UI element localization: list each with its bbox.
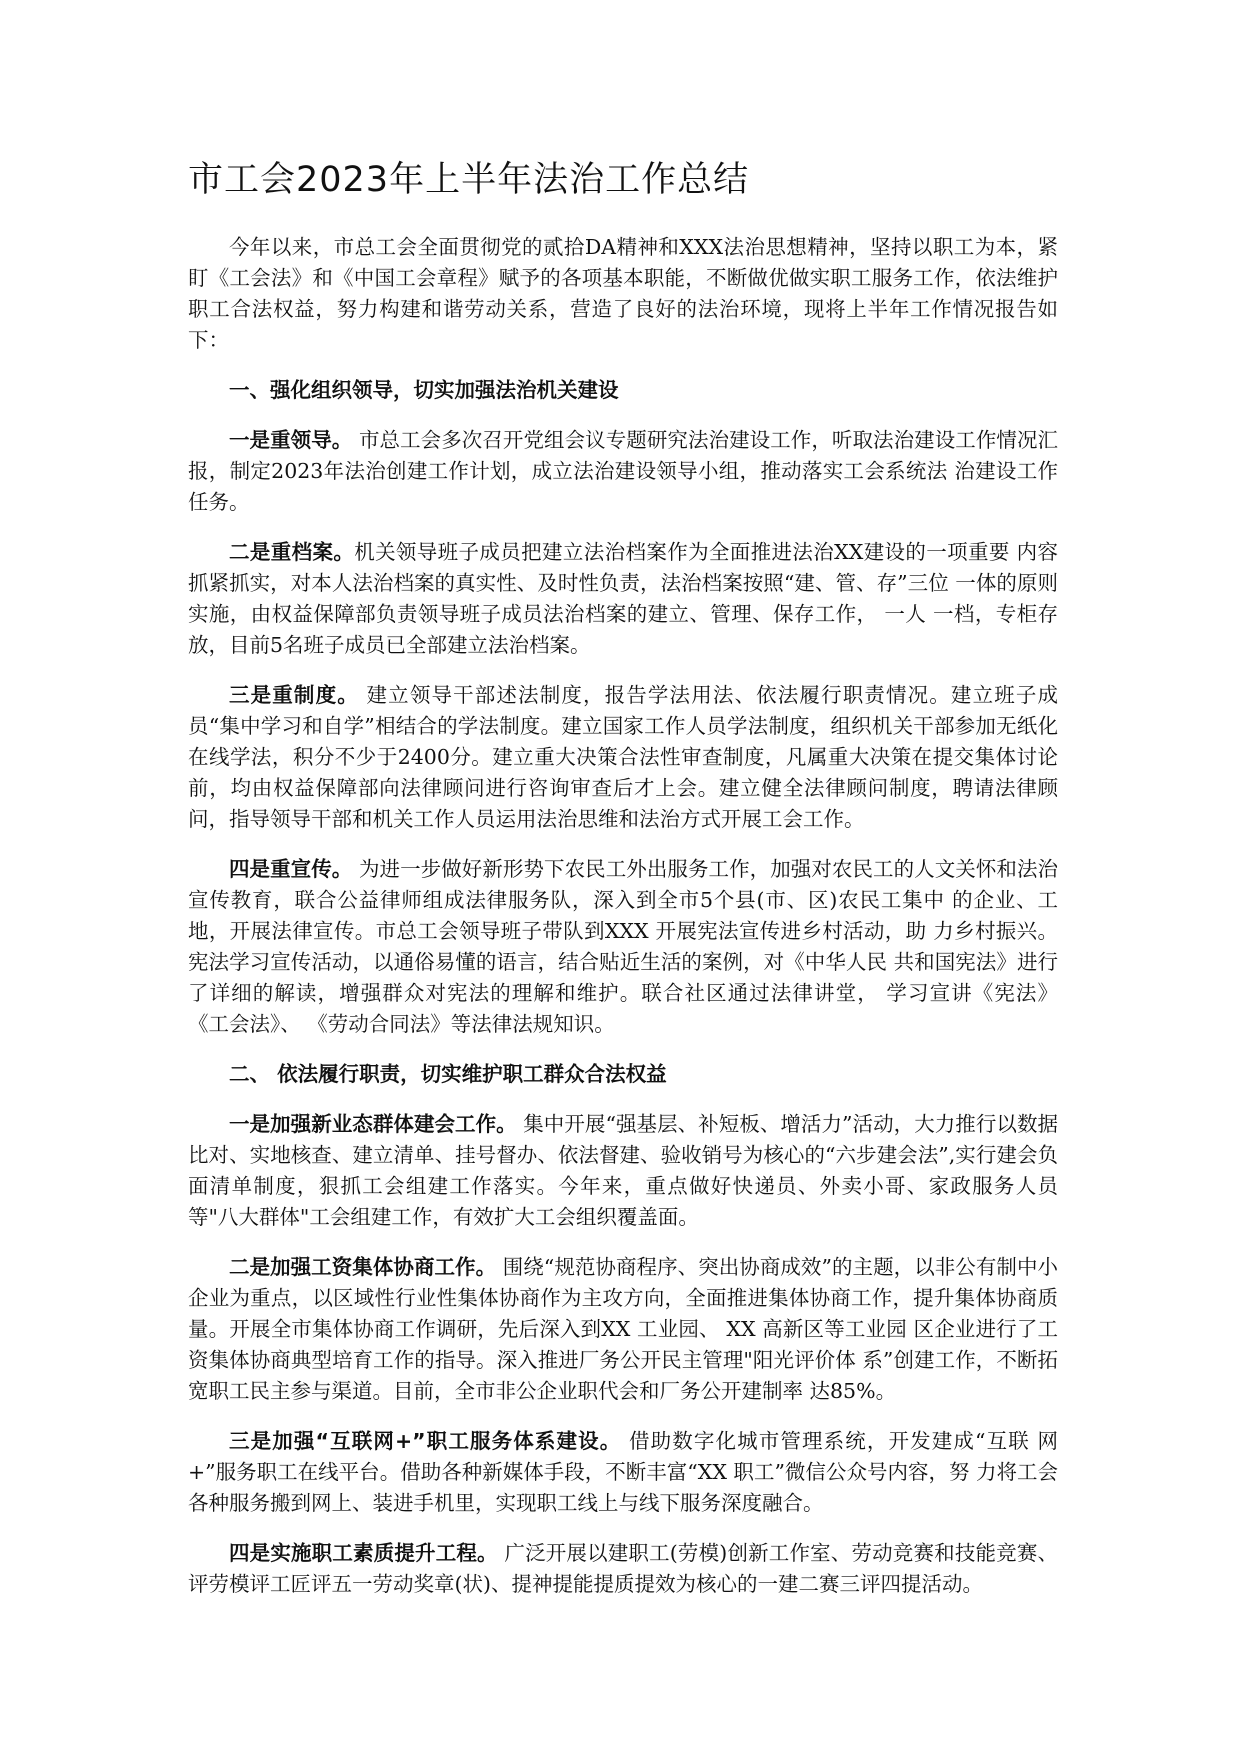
paragraph-lead: 一是加强新业态群体建会工作。 xyxy=(229,1112,517,1136)
section-heading-2: 二、 依法履行职责，切实维护职工群众合法权益 xyxy=(229,1062,667,1086)
paragraph-1-3 xyxy=(188,680,1058,835)
paragraph-1-4 xyxy=(188,854,1058,1040)
paragraph-2-1 xyxy=(188,1109,1058,1233)
paragraph-1-2 xyxy=(188,537,1058,661)
paragraph-lead: 四是重宣传。 xyxy=(229,857,353,881)
paragraph-lead: 三是重制度。 xyxy=(229,683,359,707)
document-page xyxy=(188,158,1058,1619)
paragraph-body: 借助数字化城市管理系统，开发建成“互联 网+”服务职工在线平台。借助各种新媒体手段，不断丰富“XX 职工”微信公众号内容，努 力将工会各种服务搬到网上、装进手机里，实现职工线上与线下服务深度融合。 xyxy=(188,1429,1059,1515)
paragraph-1-1 xyxy=(188,425,1058,518)
intro-paragraph: 今年以来，市总工会全面贯彻党的贰拾DA精神和XXX法治思想精神，坚持以职工为本，紧盯《工会法》和《中国工会章程》赋予的各项基本职能，不断做优做实职工服务工作，依法维护职工合法权益，努力构建和谐劳动关系，营造了良好的法治环境，现将上半年工作情况报告如下： xyxy=(188,235,1058,352)
paragraph-body: 机关领导班子成员把建立法治档案作为全面推进法治XX建设的一项重要 内容抓紧抓实，对本人法治档案的真实性、及时性负责，法治档案按照“建、管、存”三位 一体的原则实施，由权益保障部负责领导班子成员法治档案的建立、管理、保存工作， 一人 一档，专柜存放，目前5名班子成员已全部建立法治档案。 xyxy=(188,540,1059,657)
paragraph-2-4 xyxy=(188,1538,1058,1600)
paragraph-body: 建立领导干部述法制度，报告学法用法、依法履行职责情况。建立班子成员“集中学习和自学”相结合的学法制度。建立国家工作人员学法制度，组织机关干部参加无纸化在线学法，积分不少于2400分。建立重大决策合法性审查制度，凡属重大决策在提交集体讨论前，均由权益保障部向法律顾问进行咨询审查后才上会。建立健全法律顾问制度，聘请法律顾问，指导领导干部和机关工作人员运用法治思维和法治方式开展工会工作。 xyxy=(188,683,1059,831)
paragraph-lead: 一是重领导。 xyxy=(229,428,353,452)
paragraph-body: 广泛开展以建职工(劳模)创新工作室、劳动竞赛和技能竞赛、评劳模评工匠评五一劳动奖章(状)、提神提能提质提效为核心的一建二赛三评四提活动。 xyxy=(188,1541,1058,1596)
section-heading-1: 一、强化组织领导，切实加强法治机关建设 xyxy=(229,378,619,402)
paragraph-body: 为进一步做好新形势下农民工外出服务工作，加强对农民工的人文关怀和法治宣传教育，联合公益律师组成法律服务队，深入到全市5个县(市、区)农民工集中 的企业、工地，开展法律宣传。市总工会领导班子带队到XXX 开展宪法宣传进乡村活动，助 力乡村振兴。宪法学习宣传活动，以通俗易懂的语言，结合贴近生活的案例，对《中华人民 共和国宪法》进行了详细的解读，增强群众对宪法的理解和维护。联合社区通过法律讲堂， 学习宣讲《宪法》 《工会法》、 《劳动合同法》等法律法规知识。 xyxy=(188,857,1059,1036)
paragraph-body: 集中开展“强基层、补短板、增活力”活动，大力推行以数据比对、实地核查、建立清单、挂号督办、依法督建、验收销号为核心的“六步建会法”,实行建会负面清单制度，狠抓工会组建工作落实。今年来，重点做好快递员、外卖小哥、家政服务人员等"八大群体"工会组建工作，有效扩大工会组织覆盖面。 xyxy=(188,1112,1058,1229)
paragraph-body: 市总工会多次召开党组会议专题研究法治建设工作，听取法治建设工作情况汇报，制定2023年法治创建工作计划，成立法治建设领导小组，推动落实工会系统法 治建设工作任务。 xyxy=(188,428,1059,514)
paragraph-2-2 xyxy=(188,1252,1058,1407)
document-title: 市工会2023年上半年法治工作总结 xyxy=(188,160,750,200)
paragraph-lead: 四是实施职工素质提升工程。 xyxy=(229,1541,498,1565)
paragraph-2-3 xyxy=(188,1426,1058,1519)
paragraph-lead: 二是重档案。 xyxy=(229,540,355,564)
paragraph-lead: 三是加强“互联网+”职工服务体系建设。 xyxy=(229,1429,622,1453)
paragraph-body: 围绕“规范协商程序、突出协商成效”的主题，以非公有制中小企业为重点，以区域性行业性集体协商作为主攻方向，全面推进集体协商工作，提升集体协商质量。开展全市集体协商工作调研，先后深入到XX 工业园、 XX 高新区等工业园 区企业进行了工资集体协商典型培育工作的指导。深入推进厂务公开民主管理"阳光评价体 系”创建工作，不断拓宽职工民主参与渠道。目前，全市非公企业职代会和厂务公开建制率 达85%。 xyxy=(188,1255,1058,1403)
paragraph-lead: 二是加强工资集体协商工作。 xyxy=(229,1255,497,1279)
